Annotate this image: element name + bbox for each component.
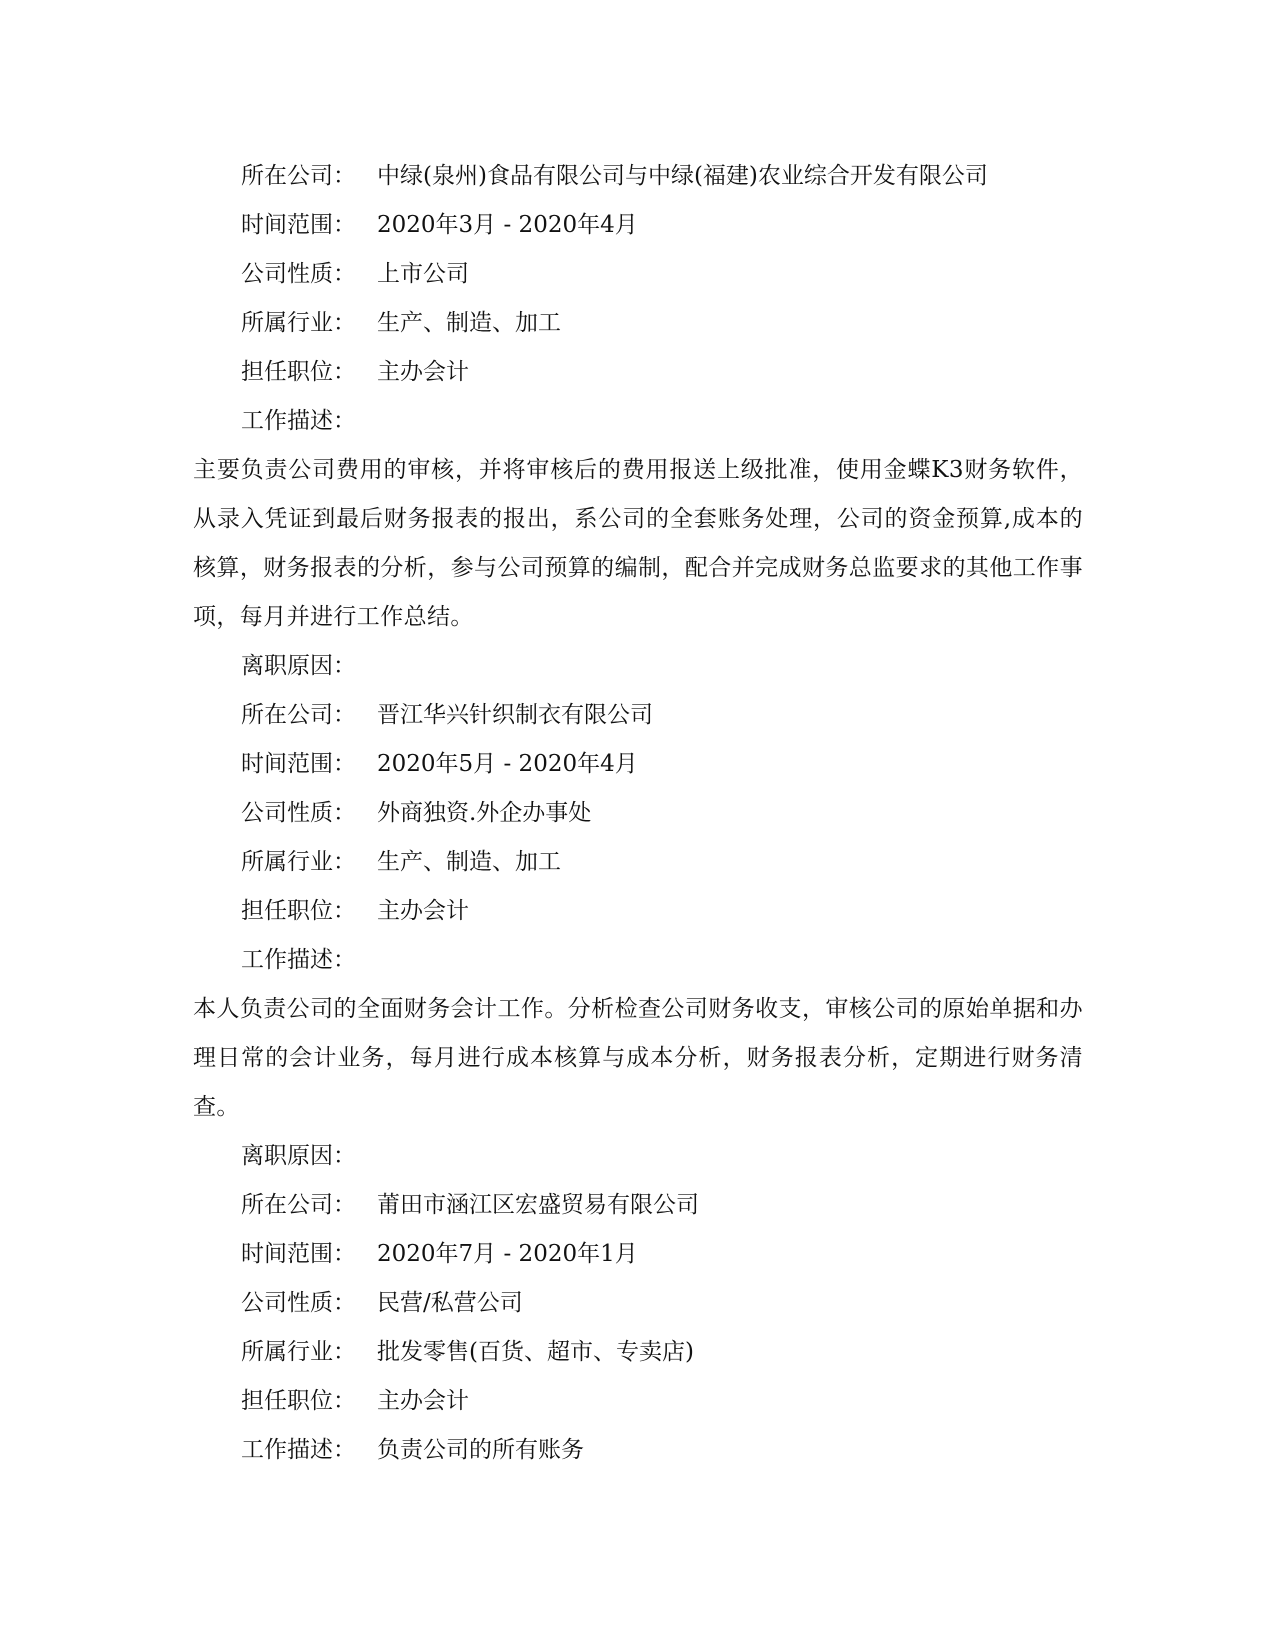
company-row xyxy=(193,691,1083,740)
description-row xyxy=(193,1426,1083,1475)
period-label: 时间范围： xyxy=(241,212,356,238)
period-value: 2020年7月 - 2020年1月 xyxy=(377,1241,638,1267)
company-label: 所在公司： xyxy=(241,1192,356,1218)
nature-row xyxy=(193,250,1083,299)
nature-row xyxy=(193,1279,1083,1328)
nature-label: 公司性质： xyxy=(241,800,356,826)
industry-label: 所属行业： xyxy=(241,849,356,875)
period-value: 2020年5月 - 2020年4月 xyxy=(377,751,638,777)
nature-value: 民营/私营公司 xyxy=(377,1290,523,1316)
industry-value: 生产、制造、加工 xyxy=(377,849,561,875)
industry-row xyxy=(193,838,1083,887)
nature-label: 公司性质： xyxy=(241,1290,356,1316)
company-row xyxy=(193,152,1083,201)
industry-value: 批发零售(百货、超市、专卖店) xyxy=(377,1339,694,1365)
description-row xyxy=(193,936,1083,985)
company-row xyxy=(193,1181,1083,1230)
leave-reason-label: 离职原因： xyxy=(241,1143,356,1169)
company-value: 莆田市涵江区宏盛贸易有限公司 xyxy=(377,1192,699,1218)
period-row xyxy=(193,201,1083,250)
company-value: 中绿(泉州)食品有限公司与中绿(福建)农业综合开发有限公司 xyxy=(377,163,988,189)
period-row xyxy=(193,740,1083,789)
description-label: 工作描述： xyxy=(241,1437,356,1463)
position-row xyxy=(193,1377,1083,1426)
nature-row xyxy=(193,789,1083,838)
industry-value: 生产、制造、加工 xyxy=(377,310,561,336)
company-label: 所在公司： xyxy=(241,702,356,728)
period-row xyxy=(193,1230,1083,1279)
position-value: 主办会计 xyxy=(377,898,469,924)
position-label: 担任职位： xyxy=(241,898,356,924)
period-label: 时间范围： xyxy=(241,1241,356,1267)
company-label: 所在公司： xyxy=(241,163,356,189)
industry-row xyxy=(193,299,1083,348)
position-value: 主办会计 xyxy=(377,359,469,385)
period-label: 时间范围： xyxy=(241,751,356,777)
industry-label: 所属行业： xyxy=(241,310,356,336)
position-label: 担任职位： xyxy=(241,359,356,385)
leave-reason-label: 离职原因： xyxy=(241,653,356,679)
nature-label: 公司性质： xyxy=(241,261,356,287)
position-row xyxy=(193,348,1083,397)
nature-value: 外商独资.外企办事处 xyxy=(377,800,592,826)
description-text: 主要负责公司费用的审核，并将审核后的费用报送上级批准，使用金蝶K3财务软件，从录入凭证到最后财务报表的报出，系公司的全套账务处理，公司的资金预算,成本的核算，财务报表的分析，参与公司预算的编制，配合并完成财务总监要求的其他工作事项，每月并进行工作总结。 xyxy=(193,457,1084,630)
period-value: 2020年3月 - 2020年4月 xyxy=(377,212,638,238)
description-label: 工作描述： xyxy=(241,947,356,973)
description-row xyxy=(193,397,1083,446)
nature-value: 上市公司 xyxy=(377,261,469,287)
description-label: 工作描述： xyxy=(241,408,356,434)
industry-row xyxy=(193,1328,1083,1377)
position-label: 担任职位： xyxy=(241,1388,356,1414)
industry-label: 所属行业： xyxy=(241,1339,356,1365)
company-value: 晋江华兴针织制衣有限公司 xyxy=(377,702,653,728)
leave-reason-row xyxy=(193,1132,1083,1181)
position-value: 主办会计 xyxy=(377,1388,469,1414)
description-value: 负责公司的所有账务 xyxy=(377,1437,584,1463)
position-row xyxy=(193,887,1083,936)
experience-entry xyxy=(193,691,1083,1181)
description-text: 本人负责公司的全面财务会计工作。分析检查公司财务收支，审核公司的原始单据和办理日常的会计业务，每月进行成本核算与成本分析，财务报表分析，定期进行财务清查。 xyxy=(193,996,1083,1120)
experience-entry xyxy=(193,1181,1083,1475)
experience-entry xyxy=(193,152,1083,691)
work-experience xyxy=(193,152,1083,1475)
leave-reason-row xyxy=(193,642,1083,691)
